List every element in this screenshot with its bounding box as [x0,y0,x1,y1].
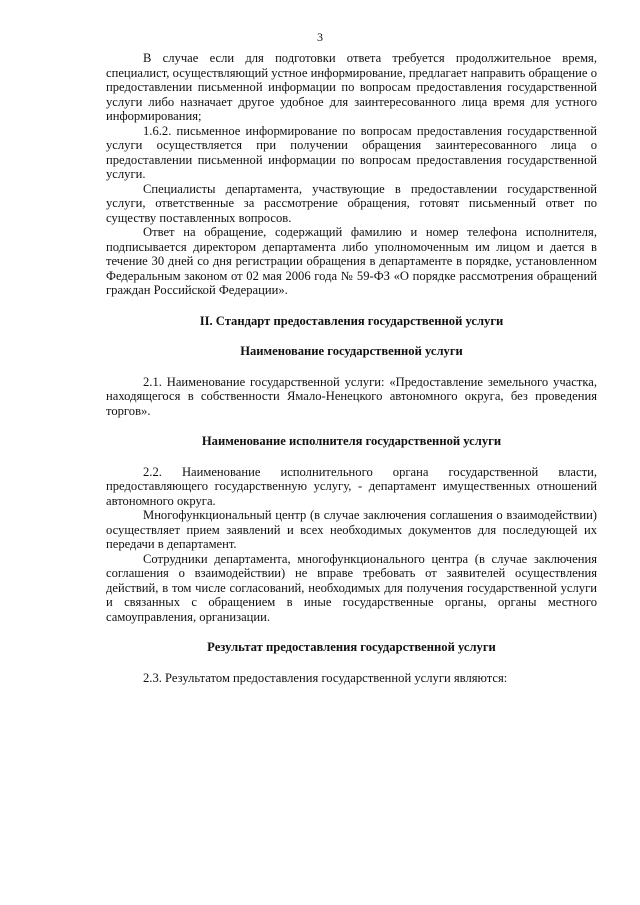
subheading-service-name: Наименование государственной услуги [240,344,463,358]
subheading-service-result: Результат предоставления государственной услуги [207,640,496,654]
paragraph-2-1: 2.1. Наименование государственной услуги: «Предоставление земельного участка, находящегося в собственности Ямало-Ненецкого автономного округа, без проведения торгов». [106,374,597,418]
subheading-executor-name: Наименование исполнителя государственной услуги [201,434,502,448]
paragraph-specialists: Специалисты департамента, участвующие в предоставлении государственной услуги, ответственные за рассмотрение обращения, готовят письменный ответ по существу поставленных вопросов. [106,181,597,225]
paragraph-1-6-2: 1.6.2. письменное информирование по вопросам предоставления государственной услуги осуществляется при получении обращения заинтересованного лица о предоставлении письменной информации по вопросам предоставления государственной услуги. [106,123,597,181]
paragraph-response: Ответ на обращение, содержащий фамилию и номер телефона исполнителя, подписывается директором департамента либо уполномоченным им лицом и дается в течение 30 дней со дня регистрации обращения в департаменте в порядке, установленном Федеральным законом от 02 мая 2006 года № 59-ФЗ «О порядке рассмотрения обращений граждан Российской Федерации». [106,225,597,297]
paragraph-2-3: 2.3. Результатом предоставления государственной услуги являются: [143,670,508,685]
section-heading-standard: II. Стандарт предоставления государственной услуги [199,313,504,328]
paragraph-oral-info-extended: В случае если для подготовки ответа требуется продолжительное время, специалист, осуществляющий устное информирование, предлагает направить обращение о предоставлении письменной информации по вопросам предоставления государственной услуги либо назначает другое удобное для заинтересованного лица время для устного информирования; [106,51,597,123]
document-body [106,51,597,685]
paragraph-2-2: 2.2. Наименование исполнительного органа государственной власти, предоставляющего государственную услугу, - департамент имущественных отношений автономного округа. [106,464,597,508]
page-number: 3 [317,30,323,44]
paragraph-mfc: Многофункциональный центр (в случае заключения соглашения о взаимодействии) осуществляет прием заявлений и всех необходимых документов для последующей их передачи в департамент. [106,508,597,551]
paragraph-staff: Сотрудники департамента, многофункционального центра (в случае заключения соглашения о взаимодействии) не вправе требовать от заявителей осуществления действий, в том числе согласований, необходимых для получения государственной услуги и связанных с обращением в иные государственные органы, органы местного самоуправления, организации. [106,551,597,624]
